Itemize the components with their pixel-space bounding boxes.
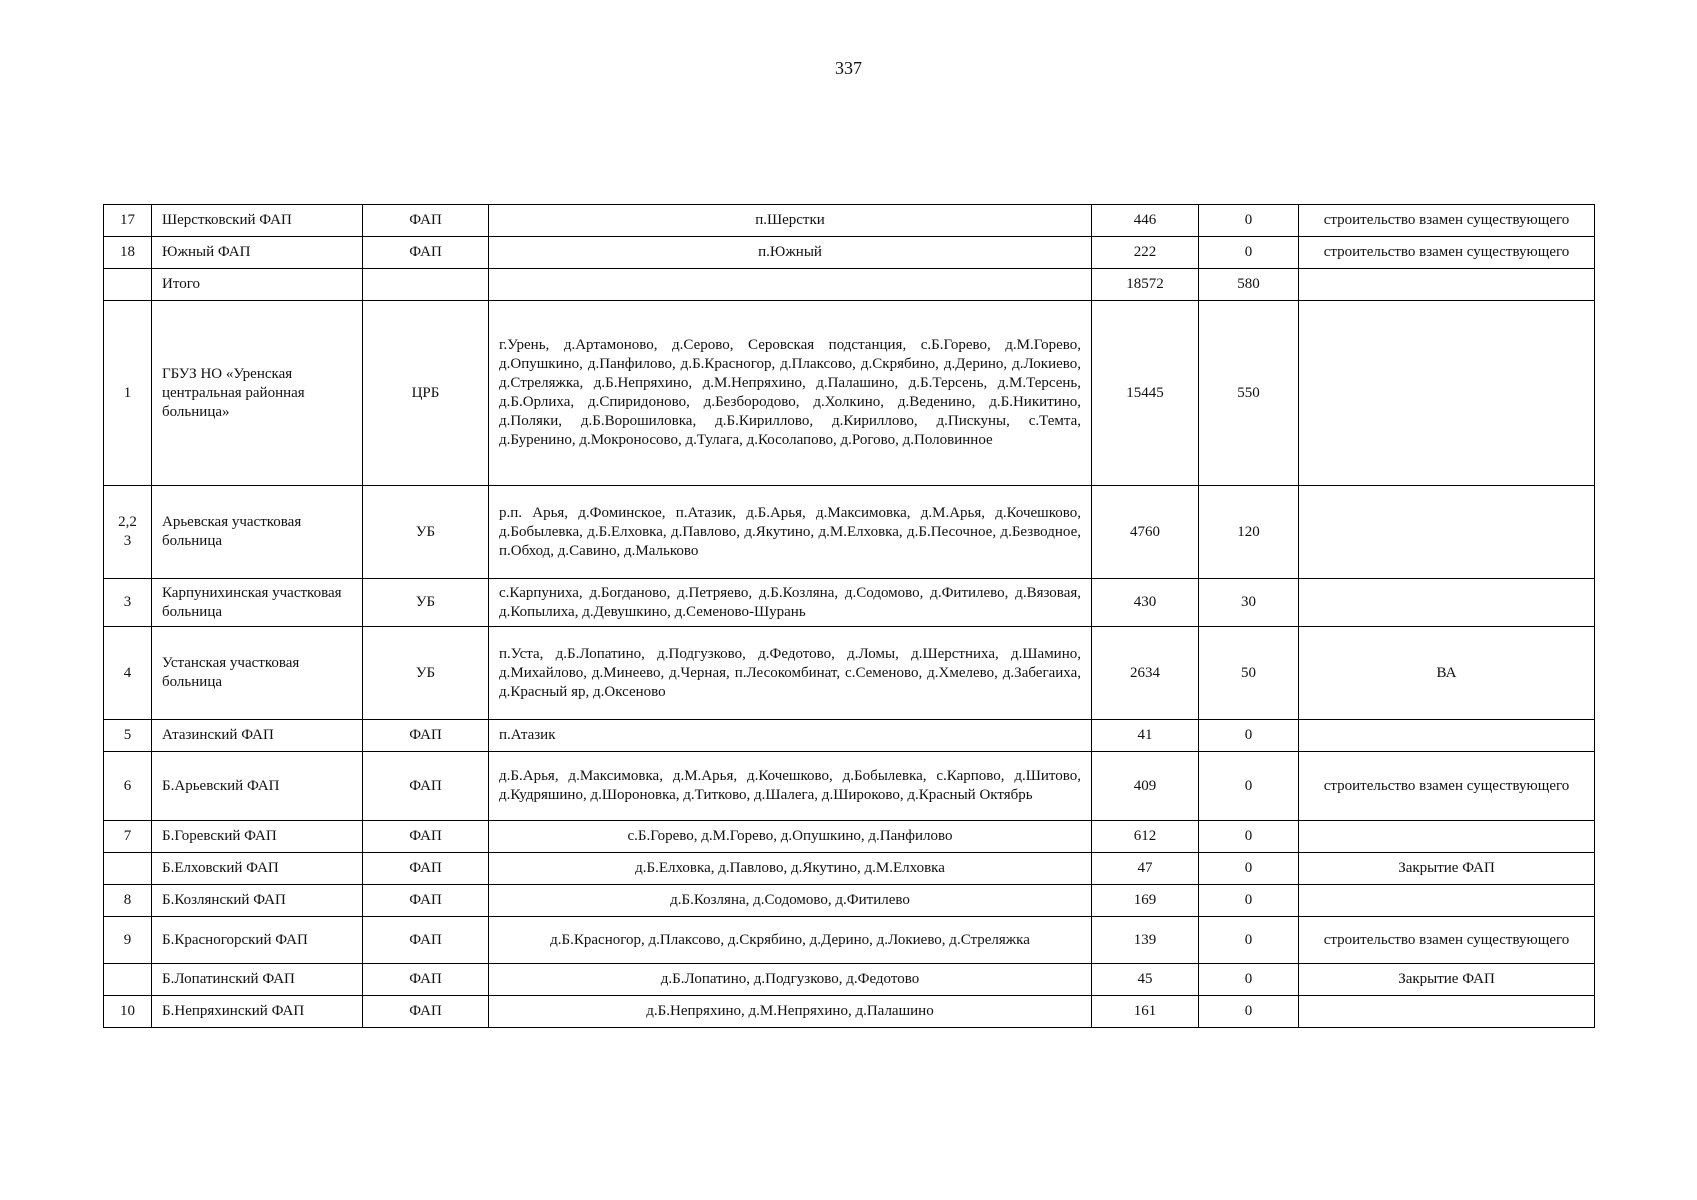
facility-type-cell: ФАП xyxy=(363,885,489,917)
population-cell: 18572 xyxy=(1092,269,1199,301)
table-row xyxy=(104,269,1595,301)
table-row xyxy=(104,301,1595,486)
row-number-cell: 6 xyxy=(104,752,152,821)
facility-type-cell: ФАП xyxy=(363,917,489,964)
row-number-cell: 17 xyxy=(104,205,152,237)
facility-name-cell: Б.Елховский ФАП xyxy=(152,853,363,885)
row-number-cell xyxy=(104,853,152,885)
table-row xyxy=(104,996,1595,1028)
row-number-cell: 10 xyxy=(104,996,152,1028)
beds-cell: 550 xyxy=(1199,301,1299,486)
facility-name-cell: Б.Красногорский ФАП xyxy=(152,917,363,964)
service-area-cell: с.Карпуниха, д.Богданово, д.Петряево, д.Б.Козляна, д.Содомово, д.Фитилево, д.Вязовая, д.Копылиха, д.Девушкино, д.Семеново-Шурань xyxy=(489,579,1092,627)
beds-cell: 0 xyxy=(1199,964,1299,996)
service-area-cell: д.Б.Арья, д.Максимовка, д.М.Арья, д.Кочешково, д.Бобылевка, с.Карпово, д.Шитово, д.Кудряшино, д.Шороновка, д.Титково, д.Шалега, д.Широково, д.Красный Октябрь xyxy=(489,752,1092,821)
population-cell: 430 xyxy=(1092,579,1199,627)
row-number-cell: 5 xyxy=(104,720,152,752)
row-number-cell: 7 xyxy=(104,821,152,853)
facility-name-cell: Арьевская участковая больница xyxy=(152,486,363,579)
row-number-cell xyxy=(104,269,152,301)
note-cell xyxy=(1299,579,1595,627)
table-row xyxy=(104,853,1595,885)
facility-name-cell: ГБУЗ НО «Уренская центральная районная больница» xyxy=(152,301,363,486)
population-cell: 47 xyxy=(1092,853,1199,885)
facility-name-cell: Шерстковский ФАП xyxy=(152,205,363,237)
table-row xyxy=(104,486,1595,579)
note-cell: строительство взамен существующего xyxy=(1299,752,1595,821)
service-area-cell xyxy=(489,269,1092,301)
population-cell: 15445 xyxy=(1092,301,1199,486)
row-number-cell: 2,2 3 xyxy=(104,486,152,579)
beds-cell: 50 xyxy=(1199,627,1299,720)
facility-type-cell: ФАП xyxy=(363,964,489,996)
population-cell: 2634 xyxy=(1092,627,1199,720)
page-number: 337 xyxy=(835,58,862,78)
facility-type-cell: ФАП xyxy=(363,205,489,237)
service-area-cell: д.Б.Елховка, д.Павлово, д.Якутино, д.М.Елховка xyxy=(489,853,1092,885)
facility-type-cell: ФАП xyxy=(363,237,489,269)
beds-cell: 0 xyxy=(1199,821,1299,853)
note-cell: Закрытие ФАП xyxy=(1299,964,1595,996)
row-number-cell xyxy=(104,964,152,996)
facility-name-cell: Карпунихинская участковая больница xyxy=(152,579,363,627)
service-area-cell: п.Шерстки xyxy=(489,205,1092,237)
population-cell: 446 xyxy=(1092,205,1199,237)
note-cell: Закрытие ФАП xyxy=(1299,853,1595,885)
facility-type-cell: ФАП xyxy=(363,821,489,853)
beds-cell: 30 xyxy=(1199,579,1299,627)
facility-name-cell: Южный ФАП xyxy=(152,237,363,269)
table-row xyxy=(104,205,1595,237)
facility-type-cell: ФАП xyxy=(363,752,489,821)
row-number-cell: 4 xyxy=(104,627,152,720)
service-area-cell: д.Б.Козляна, д.Содомово, д.Фитилево xyxy=(489,885,1092,917)
service-area-cell: с.Б.Горево, д.М.Горево, д.Опушкино, д.Панфилово xyxy=(489,821,1092,853)
facility-type-cell: ЦРБ xyxy=(363,301,489,486)
beds-cell: 0 xyxy=(1199,853,1299,885)
beds-cell: 0 xyxy=(1199,205,1299,237)
beds-cell: 0 xyxy=(1199,885,1299,917)
population-cell: 45 xyxy=(1092,964,1199,996)
facility-type-cell xyxy=(363,269,489,301)
facility-type-cell: УБ xyxy=(363,579,489,627)
note-cell xyxy=(1299,885,1595,917)
table-row xyxy=(104,917,1595,964)
facility-type-cell: ФАП xyxy=(363,720,489,752)
service-area-cell: д.Б.Непряхино, д.М.Непряхино, д.Палашино xyxy=(489,996,1092,1028)
population-cell: 222 xyxy=(1092,237,1199,269)
beds-cell: 0 xyxy=(1199,237,1299,269)
note-cell xyxy=(1299,269,1595,301)
facility-name-cell: Устанская участковая больница xyxy=(152,627,363,720)
service-area-cell: д.Б.Лопатино, д.Подгузково, д.Федотово xyxy=(489,964,1092,996)
facility-type-cell: ФАП xyxy=(363,996,489,1028)
service-area-cell: п.Уста, д.Б.Лопатино, д.Подгузково, д.Федотово, д.Ломы, д.Шерстниха, д.Шамино, д.Михайлово, д.Минеево, д.Черная, п.Лесокомбинат, с.Семеново, д.Хмелево, д.Забегаиха, д.Красный яр, д.Оксеново xyxy=(489,627,1092,720)
beds-cell: 0 xyxy=(1199,752,1299,821)
note-cell xyxy=(1299,996,1595,1028)
note-cell xyxy=(1299,821,1595,853)
facility-name-cell: Б.Лопатинский ФАП xyxy=(152,964,363,996)
beds-cell: 580 xyxy=(1199,269,1299,301)
population-cell: 4760 xyxy=(1092,486,1199,579)
population-cell: 41 xyxy=(1092,720,1199,752)
population-cell: 139 xyxy=(1092,917,1199,964)
service-area-cell: п.Южный xyxy=(489,237,1092,269)
service-area-cell: д.Б.Красногор, д.Плаксово, д.Скрябино, д.Дерино, д.Локиево, д.Стреляжка xyxy=(489,917,1092,964)
row-number-cell: 18 xyxy=(104,237,152,269)
table-row xyxy=(104,964,1595,996)
table-body xyxy=(104,205,1595,1028)
note-cell xyxy=(1299,301,1595,486)
service-area-cell: п.Атазик xyxy=(489,720,1092,752)
note-cell xyxy=(1299,720,1595,752)
population-cell: 409 xyxy=(1092,752,1199,821)
facility-name-cell: Итого xyxy=(152,269,363,301)
facility-type-cell: УБ xyxy=(363,486,489,579)
note-cell: строительство взамен существующего xyxy=(1299,237,1595,269)
facility-type-cell: УБ xyxy=(363,627,489,720)
table-row xyxy=(104,720,1595,752)
facility-type-cell: ФАП xyxy=(363,853,489,885)
row-number-cell: 1 xyxy=(104,301,152,486)
table-row xyxy=(104,821,1595,853)
beds-cell: 0 xyxy=(1199,917,1299,964)
population-cell: 169 xyxy=(1092,885,1199,917)
row-number-cell: 8 xyxy=(104,885,152,917)
table-row xyxy=(104,752,1595,821)
table-row xyxy=(104,885,1595,917)
note-cell: строительство взамен существующего xyxy=(1299,917,1595,964)
service-area-cell: р.п. Арья, д.Фоминское, п.Атазик, д.Б.Арья, д.Максимовка, д.М.Арья, д.Кочешково, д.Бобылевка, д.Б.Елховка, д.Павлово, д.Якутино, д.М.Елховка, д.Б.Песочное, д.Безводное, п.Обход, д.Савино, д.Мальково xyxy=(489,486,1092,579)
facility-name-cell: Атазинский ФАП xyxy=(152,720,363,752)
beds-cell: 0 xyxy=(1199,996,1299,1028)
table-row xyxy=(104,237,1595,269)
service-area-cell: г.Урень, д.Артамоново, д.Серово, Серовская подстанция, с.Б.Горево, д.М.Горево, д.Опушкино, д.Панфилово, д.Б.Красногор, д.Плаксово, д.Скрябино, д.Дерино, д.Локиево, д.Стреляжка, д.Б.Непряхино, д.М.Непряхино, д.Палашино, д.Б.Терсень, д.М.Терсень, д.Б.Орлиха, д.Спиридоново, д.Безбородово, д.Холкино, д.Веденино, д.Б.Никитино, д.Поляки, д.Б.Ворошиловка, д.Б.Кириллово, д.Кириллово, д.Пискуны, с.Темта, д.Буренино, д.Мокроносово, д.Тулага, д.Косолапово, д.Рогово, д.Половинное xyxy=(489,301,1092,486)
table-row xyxy=(104,627,1595,720)
table-row xyxy=(104,579,1595,627)
facility-name-cell: Б.Арьевский ФАП xyxy=(152,752,363,821)
population-cell: 161 xyxy=(1092,996,1199,1028)
row-number-cell: 3 xyxy=(104,579,152,627)
population-cell: 612 xyxy=(1092,821,1199,853)
note-cell: ВА xyxy=(1299,627,1595,720)
row-number-cell: 9 xyxy=(104,917,152,964)
facility-name-cell: Б.Козлянский ФАП xyxy=(152,885,363,917)
beds-cell: 0 xyxy=(1199,720,1299,752)
facilities-table xyxy=(103,204,1595,1028)
note-cell: строительство взамен существующего xyxy=(1299,205,1595,237)
beds-cell: 120 xyxy=(1199,486,1299,579)
note-cell xyxy=(1299,486,1595,579)
facility-name-cell: Б.Горевский ФАП xyxy=(152,821,363,853)
facility-name-cell: Б.Непряхинский ФАП xyxy=(152,996,363,1028)
